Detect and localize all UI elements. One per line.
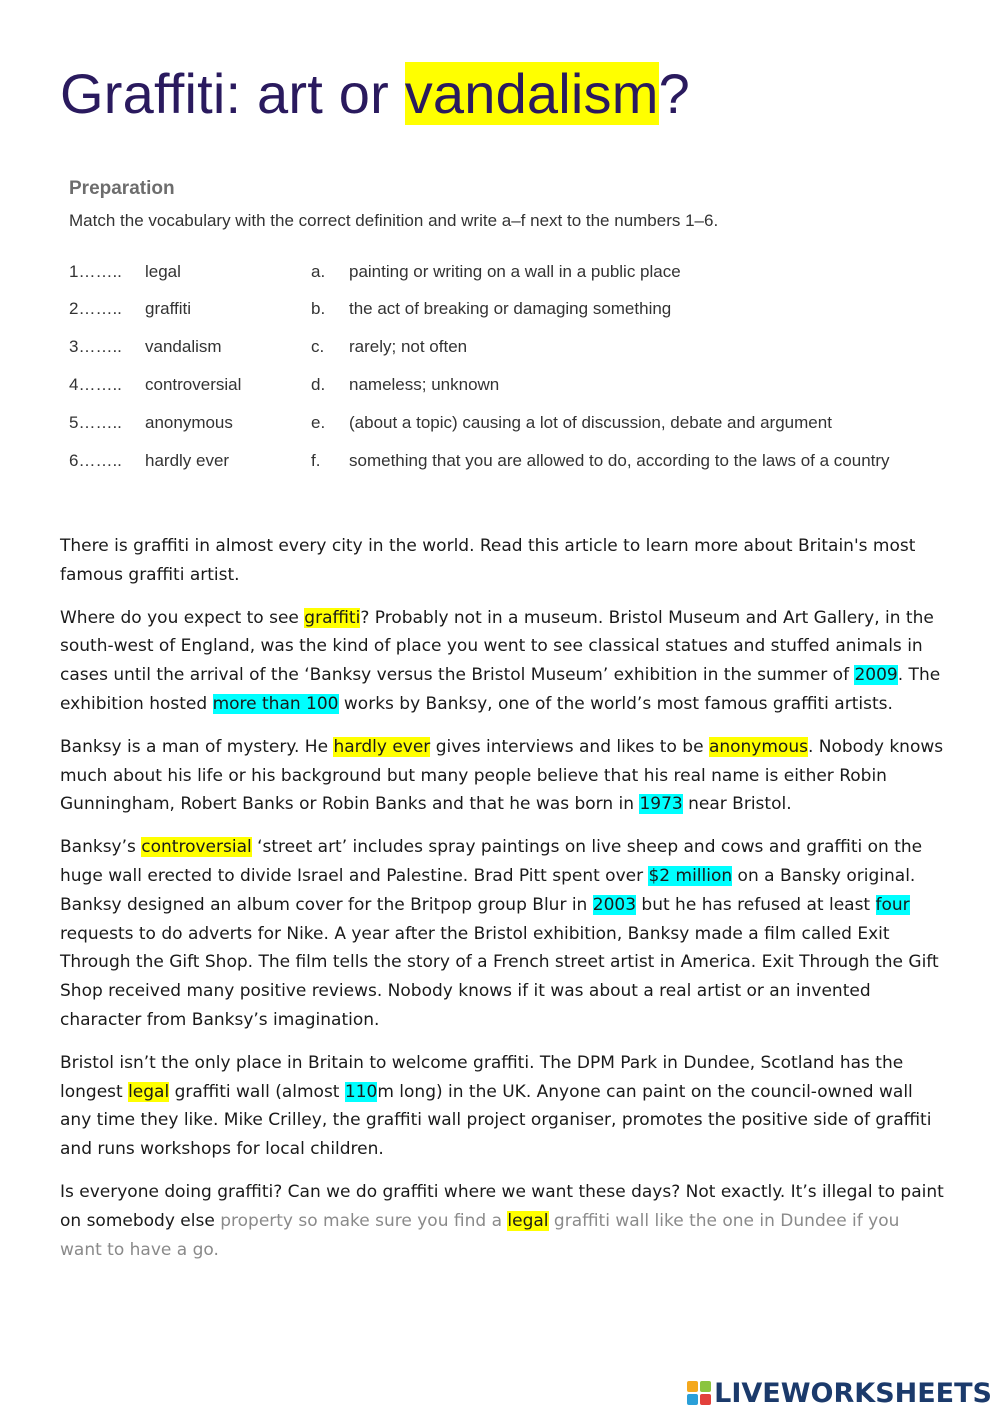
text-run: Is everyone doing graffiti? Can we do graffiti where we want these days? Not exactly. It’s illegal to paint on somebody else — [60, 1181, 944, 1231]
definition-text: (about a topic) causing a lot of discussion, debate and argument — [349, 413, 832, 432]
text-run: m long) in the UK. Anyone can paint on the council-owned wall any time they like. Mike Crilley, the graffiti wall project organiser, promotes the positive side of graffiti and runs workshops for local children. — [60, 1081, 932, 1160]
highlight-cyan: 2003 — [592, 894, 637, 915]
vocab-word: hardly ever — [145, 451, 230, 470]
text-run: ? Probably not in a museum. Bristol Museum and Art Gallery, in the south-west of England, was the kind of place you went to see classical statues and stuffed animals in cases until the arrival of the ‘Banksy versus the Bristol Museum’ exhibition in the summer of — [60, 607, 934, 686]
article-paragraph — [60, 1178, 945, 1264]
logo-square — [700, 1394, 711, 1405]
text-run: works by Banksy, one of the world’s most famous graffiti artists. — [338, 693, 893, 714]
gray-text-run: graffiti wall like the one in Dundee if you want to have a go. — [60, 1210, 900, 1260]
vocab-row — [0, 451, 1000, 475]
vocab-row — [0, 299, 1000, 323]
logo-square — [687, 1381, 698, 1392]
definition-text: rarely; not often — [349, 337, 468, 356]
vocab-number: 6…….. — [69, 451, 122, 470]
text-run: but he has refused at least — [636, 894, 876, 915]
text-run: graffiti wall (almost — [169, 1081, 345, 1102]
definition-text: something that you are allowed to do, according to the laws of a country — [349, 451, 890, 470]
definition-text: painting or writing on a wall in a public place — [349, 262, 681, 281]
title-highlight: vandalism — [404, 62, 659, 125]
logo-text: LIVEWORKSHEETS — [714, 1377, 992, 1409]
vocab-number: 5…….. — [69, 413, 122, 432]
liveworksheets-logo — [687, 1378, 992, 1408]
vocab-number: 1…….. — [69, 262, 122, 281]
definition-letter: b. — [311, 299, 326, 318]
text-run: Banksy is a man of mystery. He — [60, 736, 334, 757]
article-body — [60, 532, 945, 1278]
definition-letter: d. — [311, 375, 326, 394]
definition-letter: a. — [311, 262, 326, 281]
vocab-row — [0, 375, 1000, 399]
text-run: Where do you expect to see — [60, 607, 305, 628]
article-paragraph — [60, 1049, 945, 1164]
article-paragraph: There is graffiti in almost every city in the world. Read this article to learn more about Britain's most famous graffiti artist. — [60, 536, 916, 585]
highlight-cyan: 2009 — [854, 665, 898, 686]
vocab-word: vandalism — [145, 337, 222, 356]
text-run: near Bristol. — [682, 794, 792, 815]
vocab-word: controversial — [145, 375, 242, 394]
gray-text-run: property so make sure you find a — [220, 1210, 508, 1231]
vocab-row — [0, 337, 1000, 361]
highlight-yellow: controversial — [141, 837, 252, 858]
definition-letter: e. — [311, 413, 326, 432]
definition-text: nameless; unknown — [349, 375, 500, 394]
preparation-heading: Preparation — [69, 178, 175, 199]
text-run: ‘street art’ includes spray paintings on live sheep and cows and graffiti on the huge wall erected to divide Israel and Palestine. Brad Pitt spent over — [60, 837, 923, 886]
vocab-word: legal — [145, 262, 181, 281]
text-run: on a Bansky original. Banksy designed an album cover for the Britpop group Blur in — [60, 865, 916, 915]
text-run: Bristol isn’t the only place in Britain to welcome graffiti. The DPM Park in Dundee, Scotland has the longest — [60, 1052, 904, 1102]
title-question-mark: ? — [658, 62, 690, 125]
logo-square — [687, 1394, 698, 1405]
highlight-yellow: hardly ever — [333, 736, 431, 757]
vocab-number: 4…….. — [69, 375, 122, 394]
text-run: gives interviews and likes to be — [430, 736, 709, 757]
vocab-word: graffiti — [145, 299, 191, 318]
text-run: . The exhibition hosted — [60, 665, 941, 714]
highlight-yellow: legal — [507, 1210, 549, 1231]
text-run: requests to do adverts for Nike. A year after the Bristol exhibition, Banksy made a film called Exit Through the Gift Shop. The film tells the story of a French street artist in America. Exit Through the Gift Shop received many positive reviews. Nobody knows if it was about a real artist or an invented character from Banksy’s imagination. — [60, 923, 939, 1030]
definition-text: the act of breaking or damaging something — [349, 299, 672, 318]
highlight-cyan: $2 million — [648, 865, 733, 886]
article-paragraph — [60, 733, 945, 819]
article-paragraph — [60, 833, 945, 1035]
article-paragraph — [60, 604, 945, 719]
highlight-yellow: anonymous — [708, 736, 808, 757]
definition-letter: f. — [311, 451, 321, 470]
title-text: Graffiti: art or — [60, 62, 405, 125]
highlight-cyan: 110 — [344, 1081, 378, 1102]
vocab-number: 2…….. — [69, 299, 122, 318]
vocab-number: 3…….. — [69, 337, 122, 356]
highlight-yellow: graffiti — [304, 607, 361, 628]
preparation-instruction: Match the vocabulary with the correct definition and write a–f next to the numbers 1–6. — [69, 211, 719, 230]
definition-letter: c. — [311, 337, 325, 356]
text-run: . Nobody knows much about his life or his background but many people believe that his real name is either Robin Gunningham, Robert Banks or Robin Banks and that he was born in — [60, 736, 944, 815]
page-title — [60, 58, 690, 130]
highlight-yellow: legal — [128, 1081, 170, 1102]
liveworksheets-logo-icon — [687, 1381, 711, 1405]
highlight-cyan: four — [875, 894, 910, 915]
text-run: Banksy’s — [60, 837, 142, 858]
highlight-cyan: more than 100 — [212, 693, 339, 714]
vocab-word: anonymous — [145, 413, 233, 432]
logo-square — [700, 1381, 711, 1392]
highlight-cyan: 1973 — [639, 794, 683, 815]
vocab-row — [0, 262, 1000, 286]
vocab-row — [0, 413, 1000, 437]
